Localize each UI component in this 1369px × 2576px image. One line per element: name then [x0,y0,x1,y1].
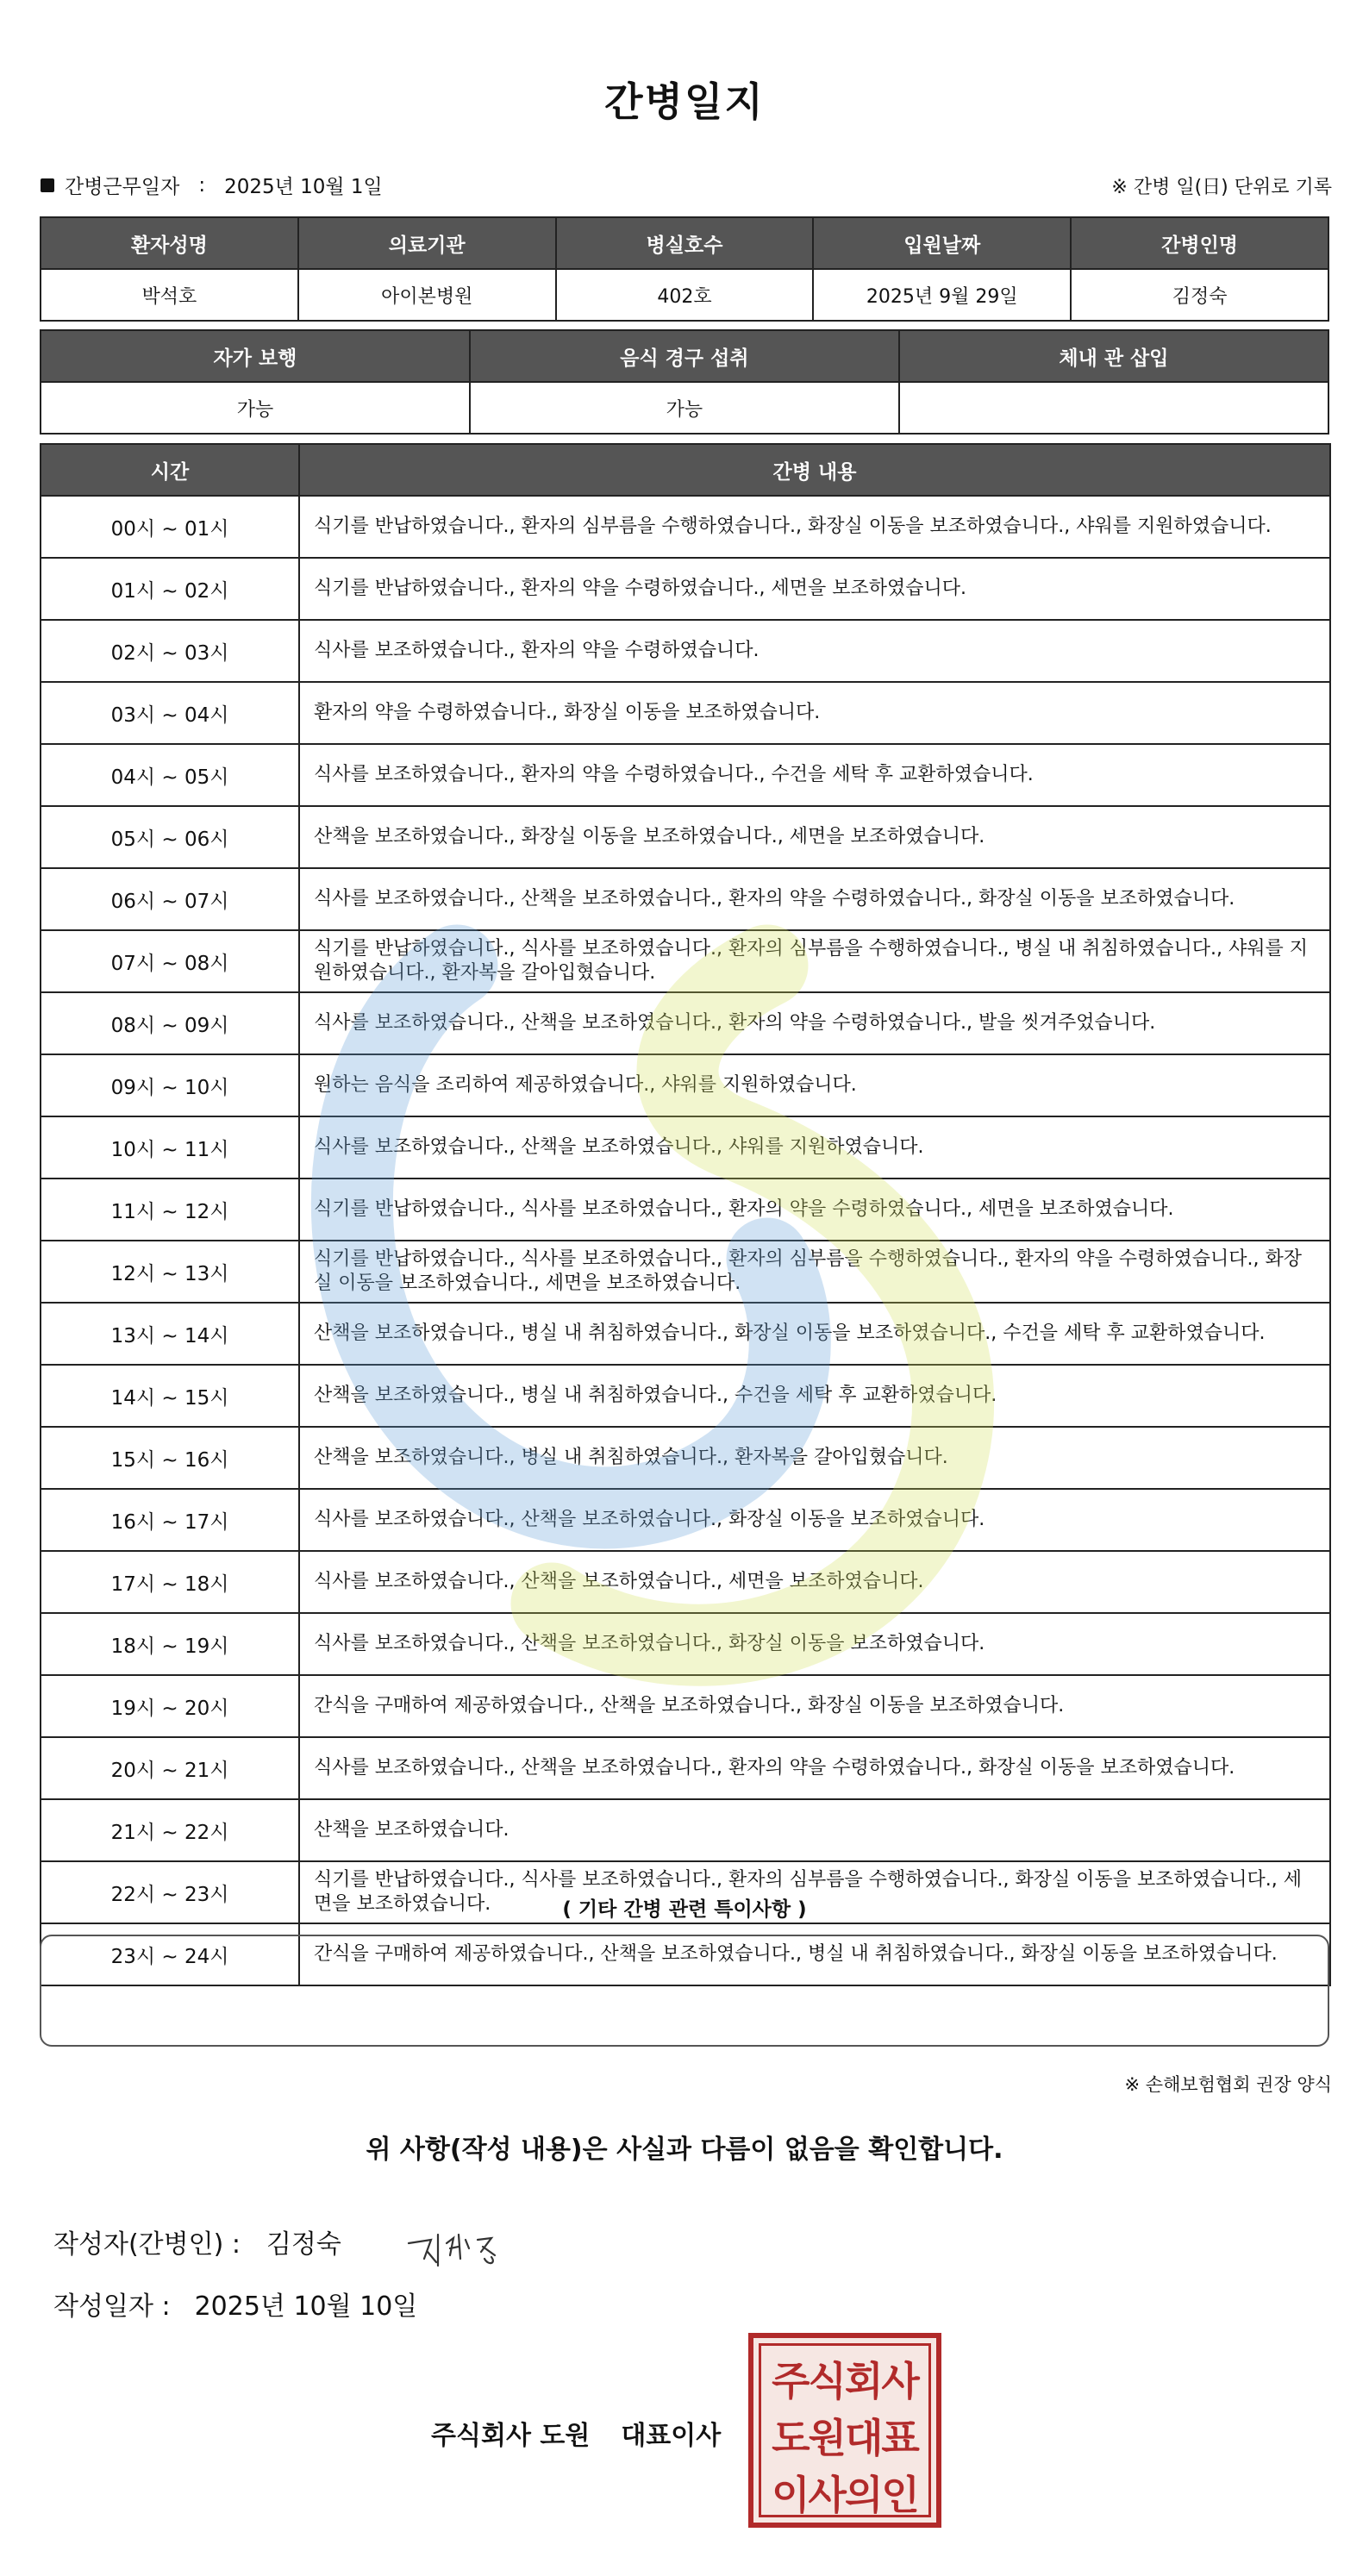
care-log-content: 식사를 보조하였습니다., 산책을 보조하였습니다., 환자의 약을 수령하였습니다., 화장실 이동을 보조하였습니다. [299,868,1330,930]
care-log-time: 04시 ~ 05시 [41,744,299,806]
care-log-row [41,1427,1330,1489]
handwritten-signature [402,2214,514,2274]
care-log-content: 산책을 보조하였습니다., 병실 내 취침하였습니다., 화장실 이동을 보조하였습니다., 수건을 세탁 후 교환하였습니다. [299,1303,1330,1365]
care-log-row [41,1365,1330,1427]
room-number: 402호 [556,269,814,321]
oral-intake-value: 가능 [470,382,899,434]
writer-line [53,2223,341,2260]
care-log-row [41,558,1330,620]
care-log-row [41,496,1330,558]
writer-name: 김정숙 [266,2229,341,2260]
care-log-row [41,930,1330,992]
care-log-content: 식사를 보조하였습니다., 산책을 보조하였습니다., 화장실 이동을 보조하였습니다. [299,1489,1330,1551]
work-date [41,171,383,199]
company-line [431,2414,721,2452]
work-date-value: 2025년 10월 1일 [224,176,383,198]
care-log-content: 식기를 반납하였습니다., 식사를 보조하였습니다., 환자의 심부름을 수행하였습니다., 환자의 약을 수령하였습니다., 화장실 이동을 보조하였습니다., 세면을 보조하였습니다. [299,1241,1330,1303]
care-log-content: 산책을 보조하였습니다., 화장실 이동을 보조하였습니다., 세면을 보조하였습니다. [299,806,1330,868]
care-log-content: 간식을 구매하여 제공하였습니다., 산책을 보조하였습니다., 병실 내 취침하였습니다., 화장실 이동을 보조하였습니다. [299,1923,1330,1985]
care-log-time: 12시 ~ 13시 [41,1241,299,1303]
written-date-label: 작성일자 : [53,2292,171,2322]
care-log-time: 07시 ~ 08시 [41,930,299,992]
company-name: 주식회사 도원 [431,2421,591,2451]
care-log-row [41,744,1330,806]
header-patient-name: 환자성명 [41,217,298,269]
care-log-row [41,682,1330,744]
caregiver-name: 김정숙 [1071,269,1328,321]
patient-condition-table [40,329,1329,435]
written-date-value: 2025년 10월 10일 [194,2292,418,2322]
work-date-label: 간병근무일자 [65,176,180,198]
patient-name: 박석호 [41,269,298,321]
company-rep: 대표이사 [621,2421,722,2451]
seal-line-1: 주식회사 [772,2358,918,2404]
care-log-time: 03시 ~ 04시 [41,682,299,744]
header-caregiver-name: 간병인명 [1071,217,1328,269]
care-log-content: 원하는 음식을 조리하여 제공하였습니다., 샤워를 지원하였습니다. [299,1054,1330,1116]
unit-note: ※ 간병 일(日) 단위로 기록 [1111,177,1332,198]
care-log-time: 10시 ~ 11시 [41,1116,299,1179]
care-log-row [41,1241,1330,1303]
care-log-content: 식사를 보조하였습니다., 산책을 보조하였습니다., 샤워를 지원하였습니다. [299,1116,1330,1179]
care-log-content: 산책을 보조하였습니다., 병실 내 취침하였습니다., 수건을 세탁 후 교환하였습니다. [299,1365,1330,1427]
care-log-content: 식기를 반납하였습니다., 식사를 보조하였습니다., 환자의 심부름을 수행하였습니다., 병실 내 취침하였습니다., 샤워를 지원하였습니다., 환자복을 갈아입혔습니다. [299,930,1330,992]
care-log-row [41,1116,1330,1179]
care-log-row [41,806,1330,868]
care-log-table [40,443,1331,1986]
patient-info-table [40,216,1329,322]
care-log-row [41,992,1330,1054]
care-log-row [41,1551,1330,1613]
care-log-time: 15시 ~ 16시 [41,1427,299,1489]
care-log-time: 09시 ~ 10시 [41,1054,299,1116]
header-self-walking: 자가 보행 [41,330,470,382]
care-log-time: 05시 ~ 06시 [41,806,299,868]
care-log-row [41,868,1330,930]
care-log-content: 환자의 약을 수령하였습니다., 화장실 이동을 보조하였습니다. [299,682,1330,744]
header-time: 시간 [41,444,299,496]
care-log-time: 17시 ~ 18시 [41,1551,299,1613]
care-log-row [41,620,1330,682]
seal-line-3: 이사의인 [772,2472,918,2518]
care-log-content: 식기를 반납하였습니다., 식사를 보조하였습니다., 환자의 심부름을 수행하였습니다., 화장실 이동을 보조하였습니다., 세면을 보조하였습니다. [299,1861,1330,1923]
self-walking-value: 가능 [41,382,470,434]
care-log-time: 08시 ~ 09시 [41,992,299,1054]
header-hospital: 의료기관 [298,217,556,269]
care-log-content: 산책을 보조하였습니다. [299,1799,1330,1861]
tube-insertion-value [899,382,1328,434]
care-log-row [41,1054,1330,1116]
care-log-time: 23시 ~ 24시 [41,1923,299,1985]
care-log-time: 00시 ~ 01시 [41,496,299,558]
care-log-row [41,1613,1330,1675]
admission-date: 2025년 9월 29일 [813,269,1071,321]
care-log-time: 22시 ~ 23시 [41,1861,299,1923]
header-admission-date: 입원날짜 [813,217,1071,269]
care-log-content: 식기를 반납하였습니다., 환자의 심부름을 수행하였습니다., 화장실 이동을 보조하였습니다., 샤워를 지원하였습니다. [299,496,1330,558]
care-log-content: 간식을 구매하여 제공하였습니다., 산책을 보조하였습니다., 화장실 이동을 보조하였습니다. [299,1675,1330,1737]
care-log-content: 식사를 보조하였습니다., 산책을 보조하였습니다., 화장실 이동을 보조하였습니다. [299,1613,1330,1675]
care-log-time: 14시 ~ 15시 [41,1365,299,1427]
header-room-number: 병실호수 [556,217,814,269]
care-log-content: 산책을 보조하였습니다., 병실 내 취침하였습니다., 환자복을 갈아입혔습니다. [299,1427,1330,1489]
written-date-line [53,2285,417,2323]
care-log-row [41,1489,1330,1551]
page-title: 간병일지 [604,78,765,125]
care-log-time: 06시 ~ 07시 [41,868,299,930]
work-date-separator: : [198,173,206,197]
care-log-time: 20시 ~ 21시 [41,1737,299,1799]
care-log-content: 식기를 반납하였습니다., 환자의 약을 수령하였습니다., 세면을 보조하였습니다. [299,558,1330,620]
company-seal [748,2333,941,2528]
care-log-row [41,1303,1330,1365]
care-log-time: 19시 ~ 20시 [41,1675,299,1737]
care-log-time: 02시 ~ 03시 [41,620,299,682]
care-log-time: 01시 ~ 02시 [41,558,299,620]
header-care-content: 간병 내용 [299,444,1330,496]
care-log-row [41,1179,1330,1241]
care-log-time: 16시 ~ 17시 [41,1489,299,1551]
special-notes-title: ( 기타 간병 관련 특이사항 ) [562,1898,807,1921]
special-notes-box [40,1935,1329,2047]
care-log-time: 21시 ~ 22시 [41,1799,299,1861]
care-log-content: 식사를 보조하였습니다., 산책을 보조하였습니다., 세면을 보조하였습니다. [299,1551,1330,1613]
bullet-square-icon [41,178,54,192]
care-log-content: 식사를 보조하였습니다., 산책을 보조하였습니다., 환자의 약을 수령하였습니다., 화장실 이동을 보조하였습니다. [299,1737,1330,1799]
header-tube-insertion: 체내 관 삽입 [899,330,1328,382]
form-note: ※ 손해보험협회 권장 양식 [1124,2074,1332,2095]
care-log-content: 식사를 보조하였습니다., 환자의 약을 수령하였습니다., 수건을 세탁 후 교환하였습니다. [299,744,1330,806]
seal-line-2: 도원대표 [772,2415,918,2461]
hospital-name: 아이본병원 [298,269,556,321]
care-log-content: 식기를 반납하였습니다., 식사를 보조하였습니다., 환자의 약을 수령하였습니다., 세면을 보조하였습니다. [299,1179,1330,1241]
header-oral-intake: 음식 경구 섭취 [470,330,899,382]
care-log-time: 11시 ~ 12시 [41,1179,299,1241]
writer-label: 작성자(간병인) : [53,2229,241,2260]
care-log-body [41,496,1330,1985]
care-log-time: 18시 ~ 19시 [41,1613,299,1675]
care-log-time: 13시 ~ 14시 [41,1303,299,1365]
confirmation-statement: 위 사항(작성 내용)은 사실과 다름이 없음을 확인합니다. [366,2135,1003,2165]
care-log-row [41,1737,1330,1799]
care-log-row [41,1675,1330,1737]
care-log-content: 식사를 보조하였습니다., 환자의 약을 수령하였습니다. [299,620,1330,682]
care-log-row [41,1799,1330,1861]
care-log-content: 식사를 보조하였습니다., 산책을 보조하였습니다., 환자의 약을 수령하였습니다., 발을 씻겨주었습니다. [299,992,1330,1054]
